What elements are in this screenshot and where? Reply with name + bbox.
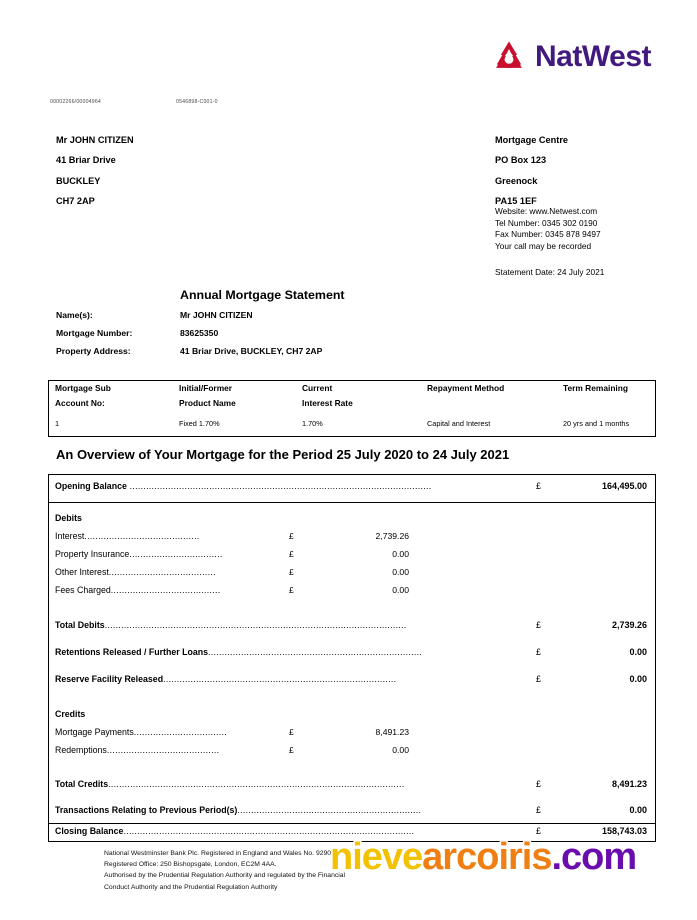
amount-redemptions: 0.00 bbox=[392, 745, 409, 755]
row-interest bbox=[49, 531, 655, 548]
currency-symbol: £ bbox=[289, 585, 294, 595]
table-row bbox=[49, 419, 655, 433]
row-total-debits bbox=[49, 620, 655, 637]
currency-symbol: £ bbox=[536, 647, 541, 657]
mortgage-details bbox=[56, 310, 476, 364]
label-fees-charged: Fees Charged........................................ bbox=[55, 585, 221, 595]
label-total-credits: Total Credits............................................................................................................ bbox=[55, 779, 405, 789]
currency-symbol: £ bbox=[289, 531, 294, 541]
currency-symbol: £ bbox=[536, 779, 541, 789]
row-property-insurance bbox=[49, 549, 655, 566]
watermark-part-b: arcoiris bbox=[422, 836, 552, 878]
row-retentions-released bbox=[49, 647, 655, 664]
currency-symbol: £ bbox=[536, 481, 541, 491]
row-redemptions bbox=[49, 745, 655, 762]
legal-footer bbox=[104, 848, 345, 893]
customer-address-line: BUCKLEY bbox=[56, 175, 101, 186]
header-mortgage-sub: Mortgage Sub bbox=[55, 383, 111, 393]
footer-line: Authorised by the Prudential Regulation Authority and regulated by the Financial bbox=[104, 872, 346, 880]
cell-product-name: Fixed 1.70% bbox=[179, 419, 220, 428]
brand-name: NatWest bbox=[535, 40, 651, 73]
row-reserve-facility bbox=[49, 674, 655, 691]
row-mortgage-payments bbox=[49, 727, 655, 744]
label-debits: Debits bbox=[55, 513, 82, 523]
mortgage-overview-table bbox=[48, 474, 656, 842]
natwest-cube-icon bbox=[492, 40, 526, 74]
amount-total-debits: 2,739.26 bbox=[611, 620, 647, 630]
amount-total-credits: 8,491.23 bbox=[611, 779, 647, 789]
bank-address-line: Greenock bbox=[495, 175, 538, 186]
detail-label: Name(s): bbox=[56, 310, 93, 320]
cell-repayment-method: Capital and Interest bbox=[427, 419, 491, 428]
amount-closing-balance: 158,743.03 bbox=[601, 826, 647, 836]
currency-symbol: £ bbox=[289, 727, 294, 737]
detail-label: Mortgage Number: bbox=[56, 328, 133, 338]
customer-address-line: 41 Briar Drive bbox=[56, 155, 116, 166]
amount-opening-balance: 164,495.00 bbox=[601, 481, 647, 491]
customer-address-line: Mr JOHN CITIZEN bbox=[56, 135, 134, 145]
row-opening-balance bbox=[49, 481, 655, 498]
account-table-header bbox=[49, 383, 655, 413]
currency-symbol: £ bbox=[289, 549, 294, 559]
label-other-interest: Other Interest....................................... bbox=[55, 567, 216, 577]
website-line: Website: www.Netwest.com bbox=[495, 206, 598, 216]
detail-value: 83625350 bbox=[180, 328, 219, 338]
heading-debits bbox=[49, 513, 655, 530]
label-closing-balance: Closing Balance.......................................................................................................... bbox=[55, 826, 415, 836]
currency-symbol: £ bbox=[536, 805, 541, 815]
currency-symbol: £ bbox=[536, 620, 541, 630]
contact-details bbox=[495, 206, 601, 252]
watermark-part-a: nieve bbox=[330, 836, 423, 878]
header-product-name-2: Product Name bbox=[179, 398, 236, 408]
reference-code-left: 00002266/00004964 bbox=[50, 99, 102, 105]
customer-address bbox=[56, 130, 134, 211]
currency-symbol: £ bbox=[536, 674, 541, 684]
header-repayment-method: Repayment Method bbox=[427, 383, 505, 393]
call-recording-notice: Your call may be recorded bbox=[495, 240, 592, 251]
amount-property-insurance: 0.00 bbox=[392, 549, 409, 559]
detail-row bbox=[56, 346, 476, 364]
detail-row bbox=[56, 310, 476, 328]
currency-symbol: £ bbox=[536, 826, 541, 836]
bank-address-line: PA15 1EF bbox=[495, 195, 537, 206]
amount-other-interest: 0.00 bbox=[392, 567, 409, 577]
heading-credits bbox=[49, 709, 655, 726]
label-credits: Credits bbox=[55, 709, 86, 719]
label-mortgage-payments: Mortgage Payments.................................. bbox=[55, 727, 228, 737]
divider bbox=[49, 823, 655, 824]
amount-reserve-facility: 0.00 bbox=[629, 674, 647, 684]
reference-code-right: 0546898-C001-0 bbox=[176, 99, 218, 105]
label-reserve-facility: Reserve Facility Released..................................................................................... bbox=[55, 674, 397, 684]
currency-symbol: £ bbox=[289, 567, 294, 577]
detail-value: 41 Briar Drive, BUCKLEY, CH7 2AP bbox=[180, 346, 323, 356]
natwest-logo bbox=[492, 40, 651, 74]
site-watermark bbox=[330, 838, 636, 876]
cell-term-remaining: 20 yrs and 1 months bbox=[563, 419, 630, 428]
header-product-name: Initial/Former bbox=[179, 383, 233, 393]
cell-account-no: 1 bbox=[55, 419, 60, 428]
header-interest-rate-2: Interest Rate bbox=[302, 398, 353, 408]
detail-row bbox=[56, 328, 476, 346]
amount-mortgage-payments: 8,491.23 bbox=[375, 727, 409, 737]
footer-line: National Westminster Bank Plc. Registered in England and Wales No. 929027 bbox=[104, 850, 339, 857]
bank-address-line: Mortgage Centre bbox=[495, 135, 568, 145]
header-account-no: Account No: bbox=[55, 398, 105, 408]
bank-address bbox=[495, 130, 568, 211]
overview-heading: An Overview of Your Mortgage for the Period 25 July 2020 to 24 July 2021 bbox=[56, 447, 510, 462]
footer-line: Registered Office: 250 Bishopsgate, London, EC2M 4AA. bbox=[104, 861, 277, 869]
row-total-credits bbox=[49, 779, 655, 796]
watermark-part-c: .com bbox=[551, 836, 637, 878]
detail-label: Property Address: bbox=[56, 346, 131, 356]
label-total-debits: Total Debits.............................................................................................................. bbox=[55, 620, 407, 630]
amount-previous-period: 0.00 bbox=[629, 805, 647, 815]
cell-interest-rate: 1.70% bbox=[302, 419, 323, 428]
fax-line: Fax Number: 0345 878 9497 bbox=[495, 229, 601, 240]
amount-fees-charged: 0.00 bbox=[392, 585, 409, 595]
label-retentions-released: Retentions Released / Further Loans.............................................................................. bbox=[55, 647, 423, 657]
account-summary-table bbox=[48, 380, 656, 437]
statement-date: Statement Date: 24 July 2021 bbox=[495, 267, 605, 277]
row-previous-period bbox=[49, 805, 655, 822]
label-interest: Interest.......................................... bbox=[55, 531, 200, 541]
row-other-interest bbox=[49, 567, 655, 584]
divider bbox=[49, 502, 655, 503]
currency-symbol: £ bbox=[289, 745, 294, 755]
header-term-remaining: Term Remaining bbox=[563, 383, 628, 393]
label-opening-balance: Opening Balance .............................................................................................................. bbox=[55, 481, 432, 491]
label-property-insurance: Property Insurance.................................. bbox=[55, 549, 223, 559]
label-redemptions: Redemptions......................................... bbox=[55, 745, 220, 755]
amount-retentions-released: 0.00 bbox=[629, 647, 647, 657]
detail-value: Mr JOHN CITIZEN bbox=[180, 310, 253, 320]
row-fees-charged bbox=[49, 585, 655, 602]
amount-interest: 2,739.26 bbox=[375, 531, 409, 541]
label-previous-period: Transactions Relating to Previous Period(s)................................................................... bbox=[55, 805, 422, 815]
footer-line: Conduct Authority and the Prudential Regulation Authority bbox=[104, 883, 278, 891]
bank-address-line: PO Box 123 bbox=[495, 155, 547, 166]
header-current-rate: Current bbox=[302, 383, 333, 393]
customer-address-line: CH7 2AP bbox=[56, 195, 95, 206]
telephone-line: Tel Number: 0345 302 0190 bbox=[495, 217, 598, 228]
page-title: Annual Mortgage Statement bbox=[180, 288, 345, 302]
